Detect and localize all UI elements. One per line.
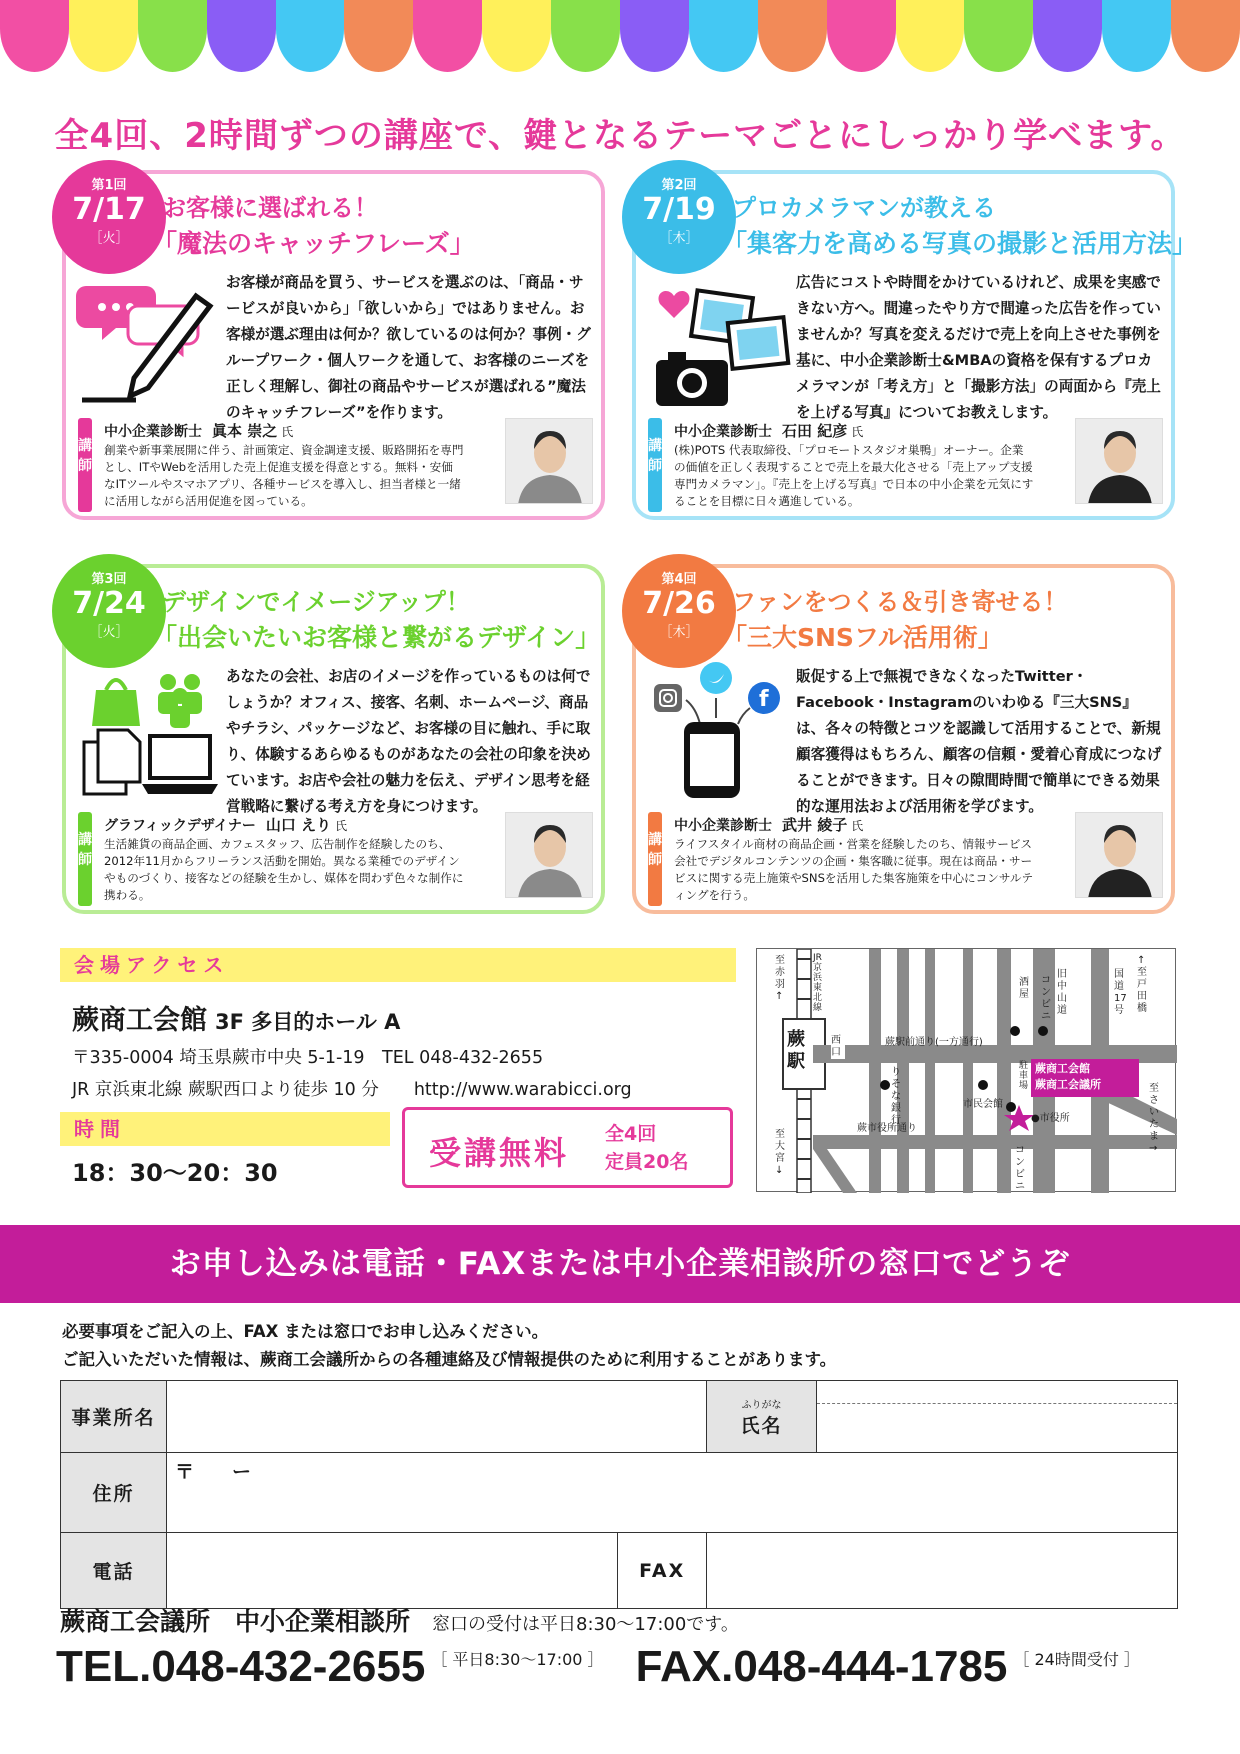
awning-scallop [758,0,827,72]
lecturer-photo [1075,418,1163,504]
headline: 全4回、2時間ずつの講座で、鍵となるテーマごとにしっかり学べます。 [54,116,1186,156]
venue-label: 蕨商工会館 [72,1005,207,1036]
session-subtitle: プロカメラマンが教える [732,194,996,222]
session-badge [622,160,736,274]
company-label: 事業所名 [61,1381,167,1453]
application-banner: お申し込みは電話・FAXまたは中小企業相談所の窓口でどうぞ [0,1225,1240,1303]
access-heading: 会場アクセス [60,948,736,982]
session-card [62,170,605,520]
awning-scallop [482,0,551,72]
speech-pen-icon [76,266,221,406]
fax-number: FAX.048-444-1785 [635,1642,1008,1691]
session-title: 「集客力を高める写真の撮影と活用方法」 [722,229,1198,258]
map-west-exit: 西口 [831,1035,845,1059]
awning-scallop [0,0,69,72]
access-map [756,948,1176,1192]
lecturer-honorific: 氏 [281,425,294,439]
application-form [60,1380,1178,1609]
session-badge [52,160,166,274]
phone-field[interactable] [167,1533,618,1609]
map-venue-line2: 蕨商工会議所 [1035,1078,1101,1091]
free-sessions: 全4回 [605,1123,657,1145]
lecturer-role: 中小企業診断士 [674,818,772,834]
awning-scallop [896,0,965,72]
session-card [632,564,1175,914]
session-number: 第2回 [661,178,697,193]
smartphone-sns-icon [646,660,791,800]
map-sakaya: 酒屋 [1019,977,1029,1000]
lecturer-role: 中小企業診断士 [674,424,772,440]
session-number: 第4回 [661,572,697,587]
fax-note: ［ 24時間受付 ］ [1013,1650,1140,1669]
session-subtitle: ファンをつくる＆引き寄せる！ [732,588,1068,616]
awning-scallop [207,0,276,72]
awning-decoration [0,0,1240,72]
design-items-icon [76,660,221,800]
phone-label: 電話 [61,1533,167,1609]
awning-scallop [69,0,138,72]
session-badge [622,554,736,668]
awning-scallop [827,0,896,72]
camera-photos-icon [646,266,791,406]
lecturer-block [648,812,1163,906]
lecturer-bio: 創業や新事業展開に伴う、計画策定、資金調達支援、販路開拓を専門とし、ITやWebを活用した売上促進支援を得意とする。無料・安価なITツールやスマホアプリ、各種サービスを導入し、担当者様と一緒に活用しながら活用促進を図っている。 [104,443,464,508]
venue-address [72,1042,632,1106]
map-combini-2: コンビニ [1015,1145,1025,1192]
map-parking: 駐車場 [1019,1061,1029,1091]
tel-number[interactable]: TEL.048-432-2655 [56,1642,426,1691]
fax-field[interactable] [707,1533,1178,1609]
awning-scallop [620,0,689,72]
lecturer-bio: (株)POTS 代表取締役、「プロモートスタジオ巣鴨」オーナー。企業の価値を正しく表現することで売上を最大化させる「売上アップ支援専門カメラマン」。『売上を上げる写真』で日本の中小企業を元気にすることを目標に日々邁進している。 [674,443,1034,508]
lecturer-role: 中小企業診断士 [104,424,202,440]
session-weekday: ［木］ [659,625,699,640]
map-shiminkaikan: 市民会館 [963,1099,1003,1110]
awning-scallop [344,0,413,72]
session-weekday: ［木］ [659,231,699,246]
session-date: 7/24 [72,586,146,621]
map-to-akabane: 至 赤羽↑ [775,955,785,1002]
awning-scallop [964,0,1033,72]
parking-marker [1006,1102,1016,1112]
session-description: 販促する上で無視できなくなったTwitter・Facebook・Instagramのいわゆる『三大SNS』は、各々の特徴とコツを認識して活用することで、新規顧客獲得はもちろん、顧客の信頼・愛着心育成につなげることができます。日々の隙間時間で簡単にできる効果的な運用法および活用術を学びます。 [796,668,1162,815]
map-ekimae-dori: 蕨駅前通り(一方通行) [885,1037,983,1048]
lecturer-honorific: 氏 [851,425,864,439]
lecturer-title [104,420,293,441]
lecturer-name: 石田 紀彦 [782,422,848,440]
sakaya-marker [1010,1026,1020,1036]
furigana-divider [817,1403,1177,1404]
map-resona: りそな銀行 [891,1067,901,1126]
company-field[interactable] [167,1381,707,1453]
lecturer-title [674,814,863,835]
org-name: 蕨商工会議所 中小企業相談所 [60,1607,411,1636]
note-line-2: ご記入いただいた情報は、蕨商工会議所からの各種連絡及び情報提供のために利用することがあります。 [62,1350,837,1369]
tel-note: ［ 平日8:30〜17:00 ］ [431,1650,604,1669]
lecturer-block [78,812,593,906]
route-line: JR 京浜東北線 蕨駅西口より徒歩 10 分 http://www.warabicci.org [72,1080,632,1100]
awning-scallop [1102,0,1171,72]
awning-scallop [413,0,482,72]
address-label: 住所 [61,1453,167,1533]
map-combini-1: コンビニ [1041,975,1051,1022]
awning-scallop [551,0,620,72]
session-title: 「三大SNSフル活用術」 [722,623,1003,652]
address-field[interactable] [167,1453,1178,1533]
footer-contacts [56,1642,1140,1692]
svg-text:f: f [759,687,769,712]
free-admission-box [402,1107,733,1188]
session-weekday: ［火］ [89,625,129,640]
application-notes [62,1318,836,1374]
combini-marker [1038,1026,1048,1036]
session-date: 7/26 [642,586,716,621]
map-shiyakusho-dori: 蕨市役所通り [857,1123,917,1134]
awning-scallop [1171,0,1240,72]
lecturer-honorific: 氏 [851,819,864,833]
map-station: 蕨駅 [787,1029,809,1073]
session-title: 「魔法のキャッチフレーズ」 [152,229,475,258]
session-description: お客様が商品を買う、サービスを選ぶのは、「商品・サービスが良いから」「欲しいから」ではありません。お客様が選ぶ理由は何か？欲しているのは何か？事例・グループワーク・個人ワークを通して、お客様のニーズを正しく理解し、御社の商品やサービスが選ばれる”魔法のキャッチフレーズ”を作ります。 [226,274,591,421]
session-card [62,564,605,914]
office-hours: 窓口の受付は平日8:30〜17:00です。 [432,1614,739,1635]
lecturer-photo [505,418,593,504]
session-card [632,170,1198,520]
shiminkaikan-marker [978,1080,988,1090]
furigana-label: ふりがな [741,1399,782,1411]
map-to-omiya: 至 大宮↓ [775,1129,785,1176]
map-venue-callout-text [1035,1061,1101,1093]
note-line-1: 必要事項をご記入の上、FAX または窓口でお申し込みください。 [62,1322,549,1341]
time-heading: 時間 [60,1112,390,1146]
awning-scallop [689,0,758,72]
session-subtitle: お客様に選ばれる！ [162,194,378,222]
session-description: あなたの会社、お店のイメージを作っているものは何でしょうか？オフィス、接客、名刺、ホームページ、商品やチラシ、パッケージなど、お客様の目に触れ、手に取り、体験するあらゆるものがあなたの会社の印象を決めています。お店や会社の魅力を伝え、デザイン思考を経営戦略に繋げる考え方を身につけます。 [226,668,591,815]
map-to-todabashi: ↑至 戸田橋 [1137,955,1147,1014]
time-value: 18：30〜20：30 [72,1159,278,1187]
lecturer-mark: 講師 [648,812,662,906]
free-capacity: 定員20名 [605,1151,689,1173]
lecturer-honorific: 氏 [335,819,348,833]
resona-marker [880,1080,890,1090]
lecturer-bio: 生活雑貨の商品企画、カフェスタッフ、広告制作を経験したのち、2012年11月からフリーランス活動を開始。異なる業種でのデザインやものづくり、接客などの経験を生かし、媒体を問わず色々な制作に携わる。 [104,837,464,902]
awning-scallop [276,0,345,72]
session-number: 第1回 [91,178,127,193]
lecturer-block [648,418,1163,512]
lecturer-photo [1075,812,1163,898]
name-label-cell [707,1381,817,1453]
session-subtitle: デザインでイメージアップ！ [162,588,470,616]
lecturer-name: 山口 えり [265,816,332,834]
session-badge [52,554,166,668]
awning-scallop [1033,0,1102,72]
map-route17: 国道17号 [1114,969,1127,1016]
session-number: 第3回 [91,572,127,587]
lecturer-mark: 講師 [78,418,92,512]
map-jr-line: JR京浜東北線 [813,953,823,1013]
lecturer-block [78,418,593,512]
lecturer-title [104,814,347,835]
map-to-saitama: 至 さいたま→ [1149,1083,1159,1154]
lecturer-mark: 講師 [648,418,662,512]
session-date: 7/17 [72,192,146,227]
session-weekday: ［火］ [89,231,129,246]
lecturer-role: グラフィックデザイナー [104,818,256,834]
session-date: 7/19 [642,192,716,227]
lecturer-title [674,420,863,441]
session-description: 広告にコストや時間をかけているけれど、成果を実感できない方へ。間違ったやり方で間違った広告を作っていませんか？写真を変えるだけで売上を向上させた事例を基に、中小企業診断士&MBAの資格を保有するプロカメラマンが「考え方」と「撮影方法」の両面から『売上を上げる写真』についてお教えします。 [796,274,1161,421]
lecturer-name: 武井 綾子 [782,816,848,834]
map-venue-line1: 蕨商工会館 [1035,1062,1090,1075]
free-label: 受講無料 [429,1134,570,1172]
map-shiyakusho: ●市役所 [1031,1113,1070,1124]
lecturer-bio: ライフスタイル商材の商品企画・営業を経験したのち、情報サービス会社でデジタルコンテンツの企画・集客職に従事。現在は商品・サービスに関する売上施策やSNSを活用した集客施策を中心にコンサルティングを行う。 [674,837,1034,902]
name-label: 氏名 [740,1414,783,1437]
address-line: 〒335-0004 埼玉県蕨市中央 5-1-19 TEL 048-432-2655 [72,1048,544,1068]
session-title: 「出会いたいお客様と繋がるデザイン」 [152,623,601,652]
lecturer-name: 眞本 崇之 [212,422,278,440]
footer-org [60,1602,739,1638]
map-kyu-nakasendo: 旧中山道 [1057,969,1067,1016]
lecturer-mark: 講師 [78,812,92,906]
fax-label: FAX [618,1533,707,1609]
awning-scallop [138,0,207,72]
lecturer-photo [505,812,593,898]
venue-room: 3F 多目的ホール A [215,1010,401,1034]
name-field[interactable] [817,1381,1178,1453]
venue-name [72,998,400,1037]
free-sub [605,1120,688,1176]
postal-mark: 〒 ー [175,1461,252,1483]
